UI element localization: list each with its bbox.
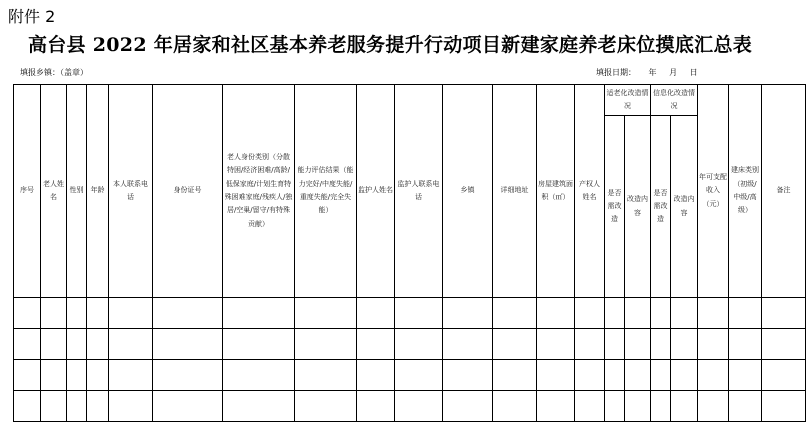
header-aging-content: 改造内容 [625,116,651,298]
header-guardian-name: 监护人姓名 [357,85,395,298]
header-township: 乡镇 [443,85,493,298]
header-remark: 备注 [762,85,806,298]
header-owner-name: 产权人姓名 [575,85,605,298]
header-income: 年可支配收入（元） [698,85,729,298]
header-aging-need: 是否需改造 [605,116,625,298]
header-identity-category: 老人身份类别（分散特困/经济困难/高龄/低保家庭/计划生育特殊困难家庭/残疾人/独居/空巢/留守/有特殊贡献） [223,85,295,298]
header-gender: 性别 [67,85,87,298]
header-housing-area: 房屋建筑面积（㎡） [537,85,575,298]
table-row [14,391,806,422]
fill-unit-label: 填报乡镇：（盖章） [20,68,88,77]
header-elder-name: 老人姓名 [41,85,67,298]
page-title: 高台县 2022 年居家和社区基本养老服务提升行动项目新建家庭养老床位摸底汇总表 [27,34,753,56]
header-info-retrofit: 信息化改造情况 [651,85,698,116]
table-row [14,298,806,329]
fill-date-label: 填报日期： 年 月 日 [596,68,698,77]
header-aging-retrofit: 适老化改造情况 [605,85,651,116]
header-row [14,85,806,116]
table-row [14,360,806,391]
header-ability-result: 能力评估结果（能力完好/中度失能/重度失能/完全失能） [295,85,357,298]
header-seq: 序号 [14,85,41,298]
header-info-content: 改造内容 [671,116,698,298]
header-address: 详细地址 [493,85,537,298]
summary-table [13,84,806,422]
attachment-label: 附件 2 [8,7,56,26]
header-guardian-phone: 监护人联系电话 [395,85,443,298]
header-age: 年龄 [87,85,109,298]
table-row [14,329,806,360]
header-phone: 本人联系电话 [109,85,153,298]
header-info-need: 是否需改造 [651,116,671,298]
header-id-number: 身份证号 [153,85,223,298]
header-bed-category: 建床类别（初级/中级/高级） [729,85,762,298]
